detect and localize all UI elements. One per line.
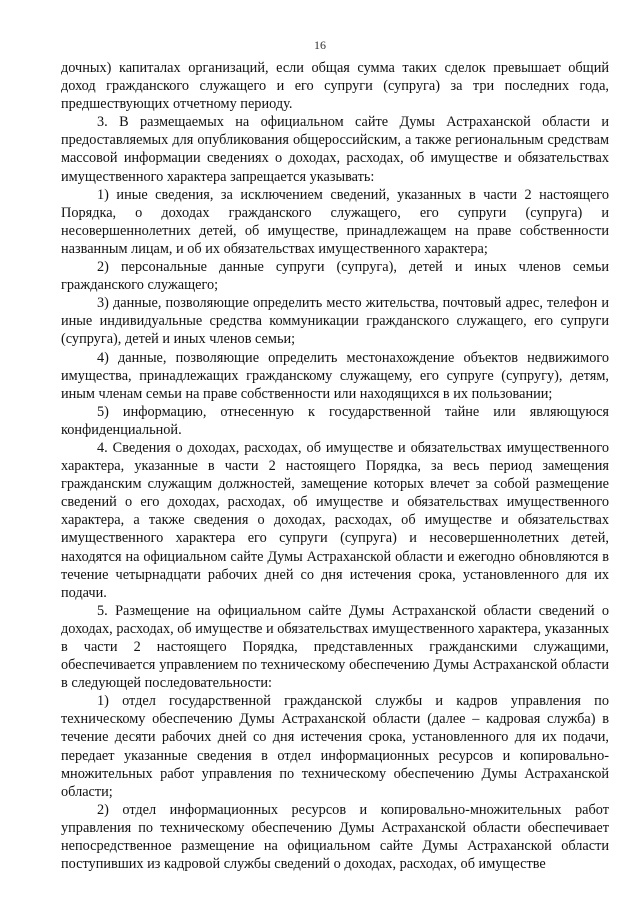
page-number: 16 bbox=[314, 38, 326, 52]
paragraph: 3. В размещаемых на официальном сайте Думы Астраханской области и предоставляемых для опубликования общероссийским, а также региональным средствам массовой информации сведениях о доходах, расходах, об имуществе и обязательствах имущественного характера запрещается указывать: bbox=[61, 114, 609, 185]
list-item: 2) персональные данные супруги (супруга), детей и иных членов семьи гражданского служащего; bbox=[61, 259, 609, 294]
paragraph: дочных) капиталах организаций, если общая сумма таких сделок превышает общий доход гражданского служащего и его супруги (супруга) за три последних года, предшествующих отчетному периоду. bbox=[61, 60, 609, 113]
list-item: 2) отдел информационных ресурсов и копировально-множительных работ управления по техническому обеспечению Думы Астраханской области обеспечивает непосредственное размещение на официальном сайте Думы Астраханской области поступивших из кадровой службы сведений о доходах, расходах, об имуществе bbox=[61, 801, 609, 873]
list-item: 5) информацию, отнесенную к государственной тайне или являющуюся конфиденциальной. bbox=[61, 403, 609, 438]
paragraph: 4. Сведения о доходах, расходах, об имуществе и обязательствах имущественного характера, указанные в части 2 настоящего Порядка, за весь период замещения гражданским служащим должностей, замещение которых влечет за собой размещение сведений о его доходах, расходах, об имуществе и обязательствах имущественного характера, а также сведения о доходах, расходах, об имуществе и обязательствах имущественного характера его супруги (супруга) и несовершеннолетних детей, находятся на официальном сайте Думы Астраханской области и ежегодно обновляются в течение четырнадцати рабочих дней со дня истечения срока, установленного для их подачи. bbox=[61, 439, 609, 601]
list-item: 4) данные, позволяющие определить местонахождение объектов недвижимого имущества, принадлежащих гражданскому служащему, его супруге (супругу), детям, иным членам семьи на праве собственности или находящихся в их пользовании; bbox=[61, 349, 609, 402]
list-item: 1) иные сведения, за исключением сведений, указанных в части 2 настоящего Порядка, о доходах гражданского служащего, его супруги (супруга) и несовершеннолетних детей, об имуществе, принадлежащем на праве собственности названным лицам, и об их обязательствах имущественного характера; bbox=[61, 186, 609, 257]
document-body bbox=[61, 59, 609, 873]
list-item: 3) данные, позволяющие определить место жительства, почтовый адрес, телефон и иные индивидуальные средства коммуникации гражданского служащего, его супруги (супруга), детей и иных членов семьи; bbox=[61, 295, 609, 348]
paragraph: 5. Размещение на официальном сайте Думы Астраханской области сведений о доходах, расходах, об имуществе и обязательствах имущественного характера, указанных в части 2 настоящего Порядка, представленных гражданскими служащими, обеспечивается управлением по техническому обеспечению Думы Астраханской области в следующей последовательности: bbox=[61, 602, 609, 692]
list-item: 1) отдел государственной гражданской службы и кадров управления по техническому обеспечению Думы Астраханской области (далее – кадровая служба) в течение десяти рабочих дней со дня истечения срока, установленного для их подачи, передает указанные сведения в отдел информационных ресурсов и копировально-множительных работ управления по техническому обеспечению Думы Астраханской области; bbox=[61, 693, 609, 800]
